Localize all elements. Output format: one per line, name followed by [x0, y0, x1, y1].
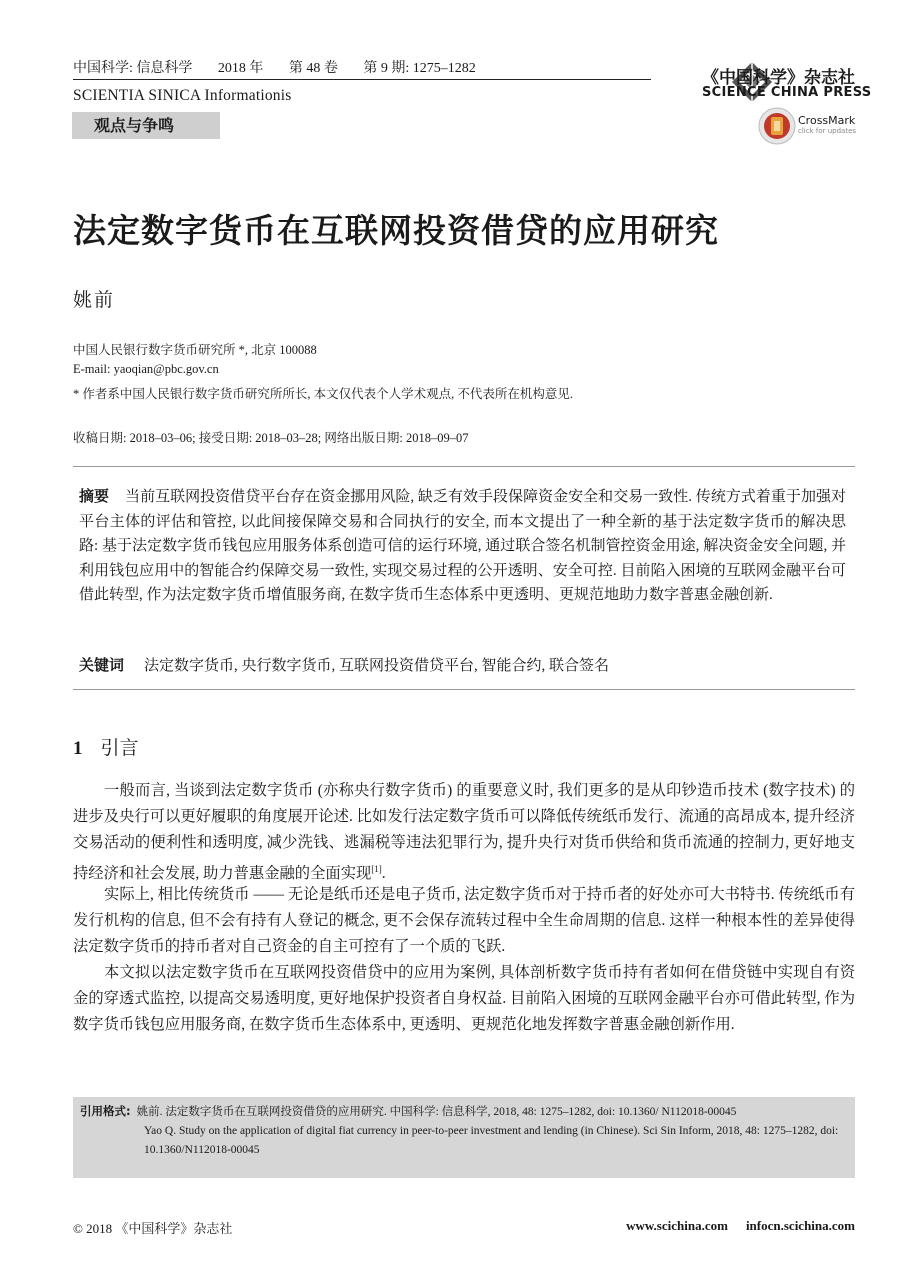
- citation-en: Yao Q. Study on the application of digital fiat currency in peer-to-peer investment and lending (in Chinese). Sci Sin Inform, 2018, 48: 1275–1282, doi: 10.1360/N112018-00045: [144, 1125, 839, 1156]
- citation-cn: 姚前. 法定数字货币在互联网投资借贷的应用研究. 中国科学: 信息科学, 2018, 48: 1275–1282, doi: 10.1360/ N112018-00045: [136, 1106, 737, 1118]
- footer-site-link[interactable]: infocn.scichina.com: [745, 1218, 855, 1233]
- keywords-text: 法定数字货币, 央行数字货币, 互联网投资借贷平台, 智能合约, 联合签名: [144, 658, 610, 674]
- crossmark-icon[interactable]: [758, 107, 796, 145]
- section-heading: [73, 733, 139, 760]
- journal-issue: 第 9 期: 1275–1282: [363, 61, 476, 76]
- paper-title: 法定数字货币在互联网投资借贷的应用研究: [73, 211, 719, 250]
- affiliation: 中国人民银行数字货币研究所 *, 北京 100088: [73, 343, 317, 357]
- paragraph-text: 一般而言, 当谈到法定数字货币 (亦称央行数字货币) 的重要意义时, 我们更多的是从印钞造币技术 (数字技术) 的进步及央行可以更好履职的角度展开论述. 比如发行法定数字货币可以降低传统纸币发行、流通的高昂成本, 提升经济交易活动的便利性和透明度, 减少洗钱、逃漏税等违法犯罪行为, 提升央行对货币供给和货币流通的控制力, 更好地支持经济和社会发展, 助力普惠金融的全面实现: [73, 782, 855, 883]
- publisher-name-en: SCIENCE CHINA PRESS: [702, 85, 872, 100]
- latin-journal-title: SCIENTIA SINICA Informationis: [73, 87, 292, 104]
- body-paragraph: 一般而言, 当谈到法定数字货币 (亦称央行数字货币) 的重要意义时, 我们更多的是从印钞造币技术 (数字技术) 的进步及央行可以更好履职的角度展开论述. 比如发行法定数字货币可以降低传统纸币发行、流通的高昂成本, 提升经济交易活动的便利性和透明度, 减少洗钱、逃漏税等违法犯罪行为, 提升央行对货币供给和货币流通的控制力, 更好地支持经济和社会发展, 助力普惠金融的全面实现[1].: [73, 782, 855, 883]
- abstract: [79, 484, 846, 608]
- keywords-label: 关键词: [79, 656, 125, 674]
- footer-copyright: © 2018 《中国科学》杂志社: [73, 1221, 233, 1236]
- author-name: 姚前: [73, 290, 116, 311]
- footer-site-link[interactable]: www.scichina.com: [626, 1218, 728, 1233]
- footer-links: [608, 1218, 855, 1234]
- keywords: [79, 654, 846, 675]
- section-tag: 观点与争鸣: [72, 112, 220, 139]
- journal-volume: 第 48 卷: [288, 61, 338, 76]
- journal-name: 中国科学: 信息科学: [73, 61, 193, 76]
- section-title: 引言: [100, 737, 139, 759]
- crossmark-label[interactable]: CrossMark: [798, 114, 856, 127]
- abstract-bottom-rule: [73, 689, 855, 690]
- author-footnote: * 作者系中国人民银行数字货币研究所所长, 本文仅代表个人学术观点, 不代表所在机构意见.: [73, 387, 574, 401]
- journal-line: [73, 57, 498, 77]
- reference-marker[interactable]: [1]: [371, 864, 382, 874]
- abstract-text: 当前互联网投资借贷平台存在资金挪用风险, 缺乏有效手段保障资金安全和交易一致性. 传统方式着重于加强对平台主体的评估和管控, 以此间接保障交易和合同执行的安全, 而本文提出了一种全新的基于法定数字货币的解决思路: 基于法定数字货币钱包应用服务体系创造可信的运行环境, 通过联合签名机制管控资金用途, 解决资金安全问题, 并利用钱包应用中的智能合约保障交易一致性, 实现交易过程的公开透明、安全可控. 目前陷入困境的互联网金融平台可借此转型, 作为法定数字货币增值服务商, 在数字货币生态体系中更透明、更规范地助力数字普惠金融创新.: [79, 489, 846, 603]
- abstract-top-rule: [73, 466, 855, 467]
- crossmark-sublabel[interactable]: click for updates: [798, 127, 857, 135]
- citation-text: [80, 1102, 850, 1160]
- publisher-name-cn: 《中国科学》杂志社: [702, 68, 855, 87]
- header-rule: [73, 79, 651, 80]
- citation-label: 引用格式:: [80, 1104, 131, 1118]
- body-paragraph: 实际上, 相比传统货币 —— 无论是纸币还是电子货币, 法定数字货币对于持币者的好处亦可大书特书. 传统纸币有发行机构的信息, 但不会有持有人登记的概念, 更不会保存流转过程中全生命周期的信息. 这样一种根本性的差异使得法定数字货币的持币者对自己资金的自主可控有了一个质的飞跃.: [73, 886, 855, 955]
- section-number: 1: [73, 738, 83, 759]
- publication-dates: 收稿日期: 2018–03–06; 接受日期: 2018–03–28; 网络出版日期: 2018–09–07: [73, 431, 469, 445]
- journal-year: 2018 年: [217, 61, 264, 76]
- body-paragraph: 本文拟以法定数字货币在互联网投资借贷中的应用为案例, 具体剖析数字货币持有者如何在借贷链中实现自有资金的穿透式监控, 以提高交易透明度, 更好地保护投资者自身权益. 目前陷入困境的互联网金融平台亦可借此转型, 作为数字货币钱包应用服务商, 在数字货币生态体系中, 更透明、更规范化地发挥数字普惠金融创新作用.: [73, 964, 855, 1033]
- author-email: E-mail: yaoqian@pbc.gov.cn: [73, 362, 219, 376]
- abstract-label: 摘要: [79, 487, 110, 505]
